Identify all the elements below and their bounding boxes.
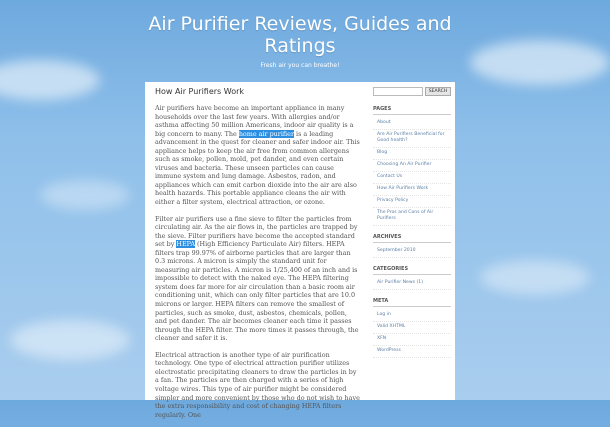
paragraph-text: (High Efficiency Particulate Air) filters. HEPA filters trap 99.97% of airborne particles that are larger than 0.3 microns. A micron is simply the standard unit for measuring air particles. A micron is 1/25,400 of an inch and is impossible to detect with the naked eye. The HEPA filtering system does far more for air circulation than a basic room air conditioning unit, which can only filter particles that are 10.0 microns or larger. HEPA filters can remove the smallest of particles, such as smoke, dust, asbestos, chemicals, pollen, and pet dander. The air becomes cleaner each time it passes through the HEPA filter. The more times it passes through, the cleaner and safer it is. [155,240,359,343]
home-air-purifier-link[interactable]: home air purifier [238,129,294,138]
widget-title: CATEGORIES [373,266,451,275]
archive-link[interactable]: September 2010 [373,246,451,258]
page-link[interactable]: Are Air Purifiers Beneficial for Good health? [373,130,451,148]
pages-widget [373,106,451,226]
page-container [145,82,455,419]
meta-link[interactable]: Log in [373,310,451,322]
page-link[interactable]: How Air Purifiers Work [373,184,451,196]
post-paragraph [155,215,360,343]
search-input[interactable] [373,87,423,96]
widget-title: ARCHIVES [373,234,451,243]
search-button[interactable]: SEARCH [425,87,451,96]
cloud-decoration [10,320,130,360]
page-link[interactable]: Choosing An Air Purifier [373,160,451,172]
category-link[interactable]: Air Purifier News (1) [373,278,451,290]
widget-title: PAGES [373,106,451,115]
cloud-decoration [480,260,590,295]
site-title[interactable]: Air Purifier Reviews, Guides and Ratings [148,13,452,57]
search-form [373,87,451,96]
post-body [155,104,360,419]
post-title[interactable]: How Air Purifiers Work [155,87,245,96]
meta-link[interactable]: WordPress [373,346,451,358]
page-link[interactable]: Privacy Policy [373,196,451,208]
sidebar [373,87,451,366]
site-tagline: Fresh air you can breathe! [260,62,340,69]
page-link[interactable]: About [373,118,451,130]
widget-title: META [373,298,451,307]
post-paragraph [155,104,360,207]
categories-widget [373,266,451,290]
page-link[interactable]: Blog [373,148,451,160]
main-content [155,87,360,427]
archives-widget [373,234,451,258]
meta-widget [373,298,451,358]
meta-link[interactable]: XFN [373,334,451,346]
paragraph-text: Filter air purifiers use a fine sieve to filter the particles from circulating air. As the air flows in, the particles are trapped by the sieve. Filter purifiers have become the accepted standard set by [155,214,358,249]
hepa-link[interactable]: HEPA [176,240,195,249]
paragraph-text: Air purifiers have become an important appliance in many households over the last few years. With allergies and/or asthma affecting 50 million Americans, indoor air quality is a big concern to many. The [155,104,354,138]
page-link[interactable]: Contact Us [373,172,451,184]
cloud-decoration [0,60,100,100]
site-header [145,0,455,82]
meta-link[interactable]: Valid XHTML [373,322,451,334]
cloud-decoration [40,180,130,210]
paragraph-text: is a leading advancement in the quest for cleaner and safer indoor air. This appliance helps to keep the air free from common allergens such as smoke, pollen, mold, pet dander, and even certain viruses and bacteria. These unseen particles can cause immune system and lung damage. Asbestos, radon, and appliances which can emit carbon dioxide into the air are also health hazards. This portable appliance cleans the air with either a filter system, electrical attraction, or ozone. [155,129,360,207]
page-link[interactable]: The Pros and Cons of Air Purifiers [373,208,451,226]
cloud-decoration [470,40,610,85]
post-paragraph: Electrical attraction is another type of air purification technology. One type of electrical attraction purifier utilizes electrostatic precipitating cleaners to draw the particles in by a fan. The particles are then charged with a series of high voltage wires. This type of air purifier might be considered simpler and more convenient by those who do not wish to have the extra responsibility and cost of changing HEPA filters regularly. One [155,350,360,419]
